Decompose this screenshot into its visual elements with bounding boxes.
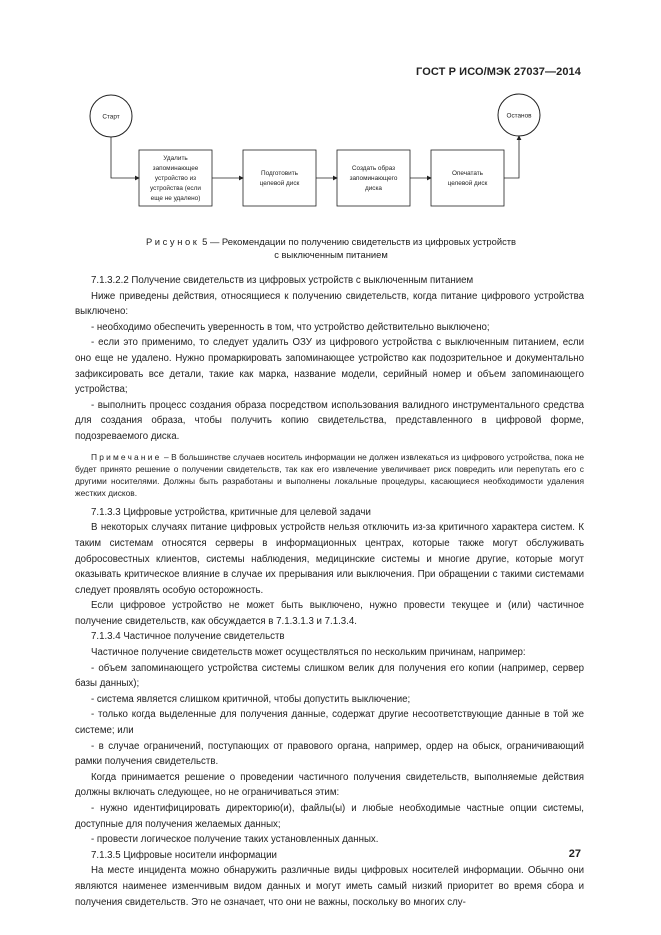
section-heading-7-1-3-4: 7.1.3.4 Частичное получение свидетельств <box>91 631 285 643</box>
figure-title: 5 — Рекомендации по получению свидетельств из цифровых устройств <box>199 236 517 247</box>
bullet-item: - выполнить процесс создания образа посредством использования валидного инструментального средства для создания образа, чтобы получить копию свидетельства, представленного в цифровой форме, подозреваемого диска. <box>75 399 584 442</box>
step-1-line-3: устройство из <box>154 175 197 182</box>
paragraph: Ниже приведены действия, относящиеся к получению свидетельств, когда питание цифрового устройства выключено: <box>75 290 584 318</box>
step-4-line-2: целевой диск <box>447 180 488 187</box>
standard-header: ГОСТ Р ИСО/МЭК 27037—2014 <box>416 66 581 78</box>
section-heading-7-1-3-3: 7.1.3.3 Цифровые устройства, критичные для целевой задачи <box>91 506 371 518</box>
paragraph: Частичное получение свидетельств может осуществляться по нескольким причинам, например: <box>91 647 526 659</box>
note-label: Примечание <box>91 451 162 462</box>
note <box>75 451 584 500</box>
stop-label: Останов <box>506 112 532 120</box>
paragraph: Если цифровое устройство не может быть выключено, нужно провести текущее и (или) частичное получение свидетельств, как обсуждается в 7.1.3.1.3 и 7.1.3.4. <box>75 600 584 627</box>
bullet-item: - провести логическое получение таких установленных данных. <box>91 834 379 846</box>
figure-label: Рисунок <box>145 236 200 247</box>
step-4-line-1: Опечатать <box>451 170 484 177</box>
connector-stop <box>504 136 519 178</box>
bullet-item: - система является слишком критичной, чтобы допустить выключение; <box>91 693 411 705</box>
section-heading-7-1-3-5: 7.1.3.5 Цифровые носители информации <box>91 849 277 861</box>
step-3-line-2: запоминающего <box>349 175 398 182</box>
paragraph: Когда принимается решение о проведении частичного получения свидетельств, выполняемые действия должны включать следующее, но не ограничиваться этим: <box>75 771 584 799</box>
connector-start <box>111 137 139 178</box>
step-3-line-1: Создать образ <box>351 165 396 172</box>
bullet-item: - если это применимо, то следует удалить ОЗУ из цифрового устройства с выключенным питанием, если оно еще не удалено. Нужно промаркировать запоминающее устройство как подозрительное и документально зафиксировать все детали, такие как марка, название модели, серийный номер и объем запоминающего устройства; <box>75 337 584 396</box>
step-1-line-2: запоминающее <box>152 165 199 172</box>
step-box-2 <box>243 150 316 206</box>
bullet-item: - в случае ограничений, поступающих от правового органа, например, ордер на обыск, ограничивающий рамки получения свидетельств. <box>75 740 584 768</box>
bullet-item: - нужно идентифицировать директорию(и), файлы(ы) и любые необходимые частные опции системы, доступные для получения желаемых данных; <box>75 803 584 830</box>
step-1-line-1: Удалить <box>163 155 188 162</box>
step-2-line-2: целевой диск <box>259 180 300 187</box>
paragraph: В некоторых случаях питание цифровых устройств нельзя отключить из-за критичного характера систем. К таким системам относятся серверы в информационных центрах, которые также могут обслуживать добросовестных клиентов, системы наблюдения, медицинские системы и многие другие, которые могут оказывать критическое влияние в случае их прерывания или выключения. При обращении с такими системами следует проявлять особую осторожность. <box>75 522 584 596</box>
figure-title-line-2: с выключенным питанием <box>274 249 388 260</box>
step-3-line-3: диска <box>365 185 382 192</box>
body-text <box>75 273 584 910</box>
step-1-line-5: еще не удалено) <box>150 195 201 202</box>
bullet-item: - только когда выделенные для получения данные, содержат другие несоответствующие данные в той же системе; или <box>75 709 584 737</box>
page-number: 27 <box>568 848 581 860</box>
figure-caption <box>78 235 584 261</box>
paragraph: На месте инцидента можно обнаружить различные виды цифровых носителей информации. Обычно они являются наименее изменчивым видом данных и могут иметь самый низкий приоритет во время сбора и получения свидетельств. Это не означает, что они не важны, поскольку во многих слу- <box>75 865 584 908</box>
start-label: Старт <box>102 113 120 121</box>
note-text: – В большинстве случаев носитель информации не должен извлекаться из цифрового устройства, пока не будет принято решение о получении свидетельств, так как его извлечение увеличивает риск повредить или перепутать его с другими носителями. Должны быть разработаны и выполнены локальные процедуры, касающиеся необходимости удаления жестких дисков. <box>75 451 584 499</box>
step-box-4 <box>431 150 504 206</box>
bullet-item: - необходимо обеспечить уверенность в том, что устройство действительно выключено; <box>91 321 490 333</box>
bullet-item: - объем запоминающего устройства системы слишком велик для получения его копии (например, сервер базы данных); <box>75 662 584 690</box>
step-2-line-1: Подготовить <box>261 170 298 177</box>
flowchart <box>0 0 661 225</box>
section-heading-7-1-3-2-2: 7.1.3.2.2 Получение свидетельств из цифровых устройств с выключенным питанием <box>91 275 474 286</box>
step-1-line-4: устройства (если <box>150 185 201 192</box>
